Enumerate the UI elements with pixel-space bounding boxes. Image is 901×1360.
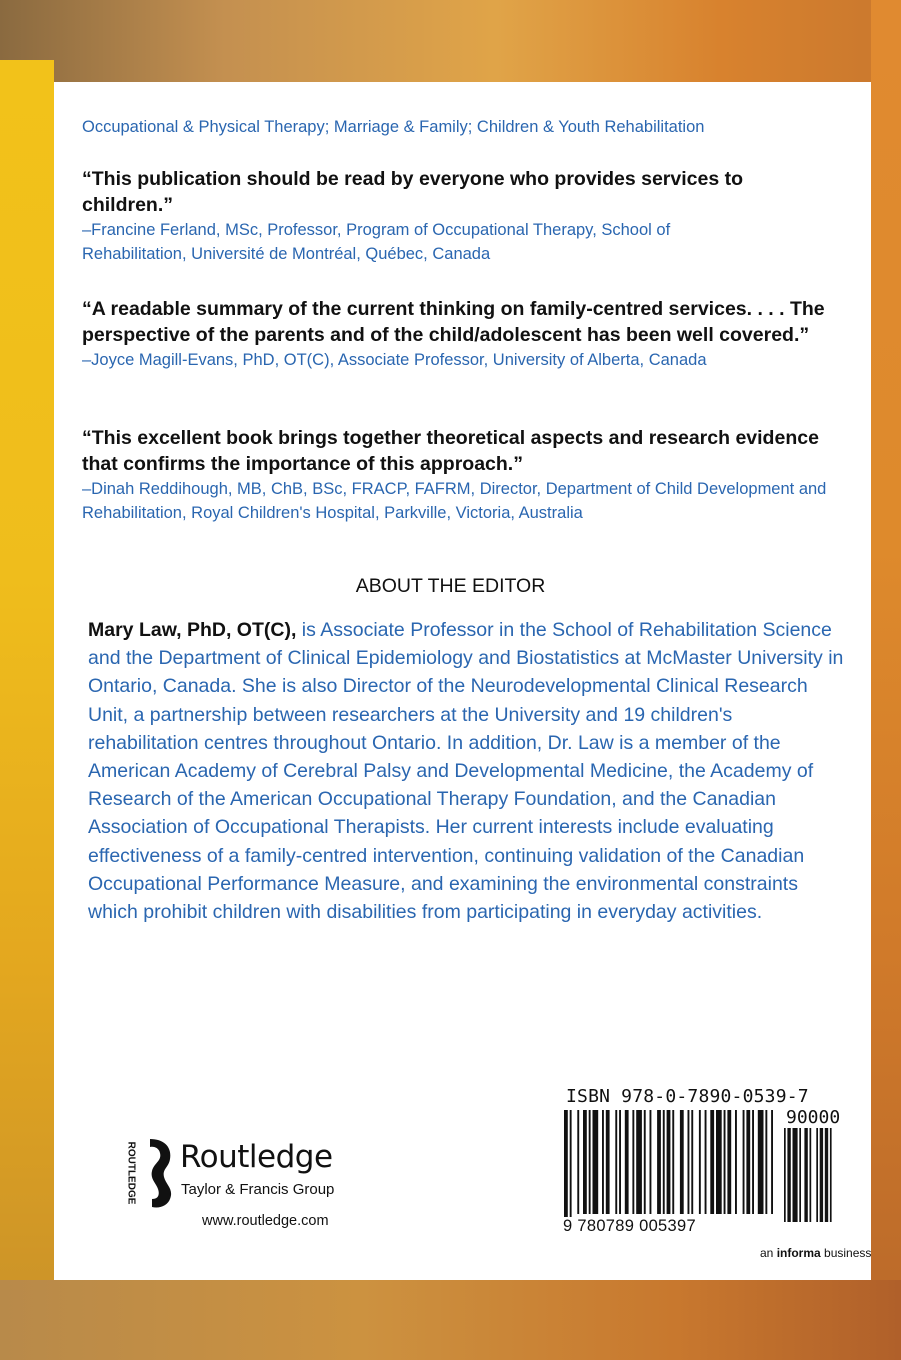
publisher-logo xyxy=(120,1135,380,1235)
cover-border-left xyxy=(0,60,54,1360)
informa-wordmark: informa xyxy=(776,1246,821,1260)
subject-categories: Occupational & Physical Therapy; Marriage & Family; Children & Youth Rehabilitation xyxy=(82,118,705,136)
review-quote-2 xyxy=(82,296,842,372)
informa-tagline: an informa business xyxy=(760,1246,872,1260)
quote-text: “This publication should be read by everyone who provides services to children.” xyxy=(82,168,744,216)
publisher-group: Taylor & Francis Group xyxy=(181,1181,335,1198)
price-code: 90000 xyxy=(786,1107,841,1128)
quote-attribution: –Francine Ferland, MSc, Professor, Program of Occupational Therapy, School of Rehabilitation, Université de Montréal, Québec, Canada xyxy=(82,221,671,263)
cover-border-bottom xyxy=(0,1280,901,1360)
isbn-label: ISBN 978-0-7890-0539-7 xyxy=(566,1086,809,1107)
review-quote-3 xyxy=(82,425,842,525)
routledge-head-icon xyxy=(146,1137,176,1209)
editor-name: Mary Law, PhD, OT(C), xyxy=(88,619,297,641)
publisher-name: Routledge xyxy=(180,1139,333,1175)
quote-text: “This excellent book brings together theoretical aspects and research evidence that confirms the importance of this approach.” xyxy=(82,427,819,475)
cover-border-right xyxy=(871,0,901,1360)
editor-bio-text: is Associate Professor in the School of Rehabilitation Science and the Department of Clinical Epidemiology and Biostatistics at McMaster University in Ontario, Canada. She is also Director of the Neurodevelopmental Clinical Research Unit, a partnership between researchers at the University and 19 children's rehabilitation centres throughout Ontario. In addition, Dr. Law is a member of the American Academy of Cerebral Palsy and Developmental Medicine, the Academy of Research of the American Occupational Therapy Foundation, and the Canadian Association of Occupational Therapists. Her current interests include evaluating effectiveness of a family-centred intervention, continuing validation of the Canadian Occupational Performance Measure, and examining the environmental constraints which prohibit children with disabilities from participating in everyday activities. xyxy=(88,619,844,924)
barcode-digits: 9 780789 005397 xyxy=(563,1217,696,1235)
quote-attribution: –Joyce Magill-Evans, PhD, OT(C), Associate Professor, University of Alberta, Canada xyxy=(82,351,707,369)
about-editor-heading: ABOUT THE EDITOR xyxy=(355,575,546,597)
svg-text:ROUTLEDGE: ROUTLEDGE xyxy=(125,1141,137,1205)
quote-attribution: –Dinah Reddihough, MB, ChB, BSc, FRACP, FAFRM, Director, Department of Child Development and Rehabilitation, Royal Children's Hospital, Parkville, Victoria, Australia xyxy=(82,480,827,522)
editor-biography xyxy=(88,616,848,926)
routledge-side-wordmark xyxy=(122,1139,140,1207)
cover-border-top xyxy=(0,0,901,82)
review-quote-1 xyxy=(82,166,842,266)
publisher-url[interactable]: www.routledge.com xyxy=(202,1213,329,1229)
quote-text: “A readable summary of the current thinking on family-centred services. . . . The perspective of the parents and of the child/adolescent has been well covered.” xyxy=(82,298,825,346)
